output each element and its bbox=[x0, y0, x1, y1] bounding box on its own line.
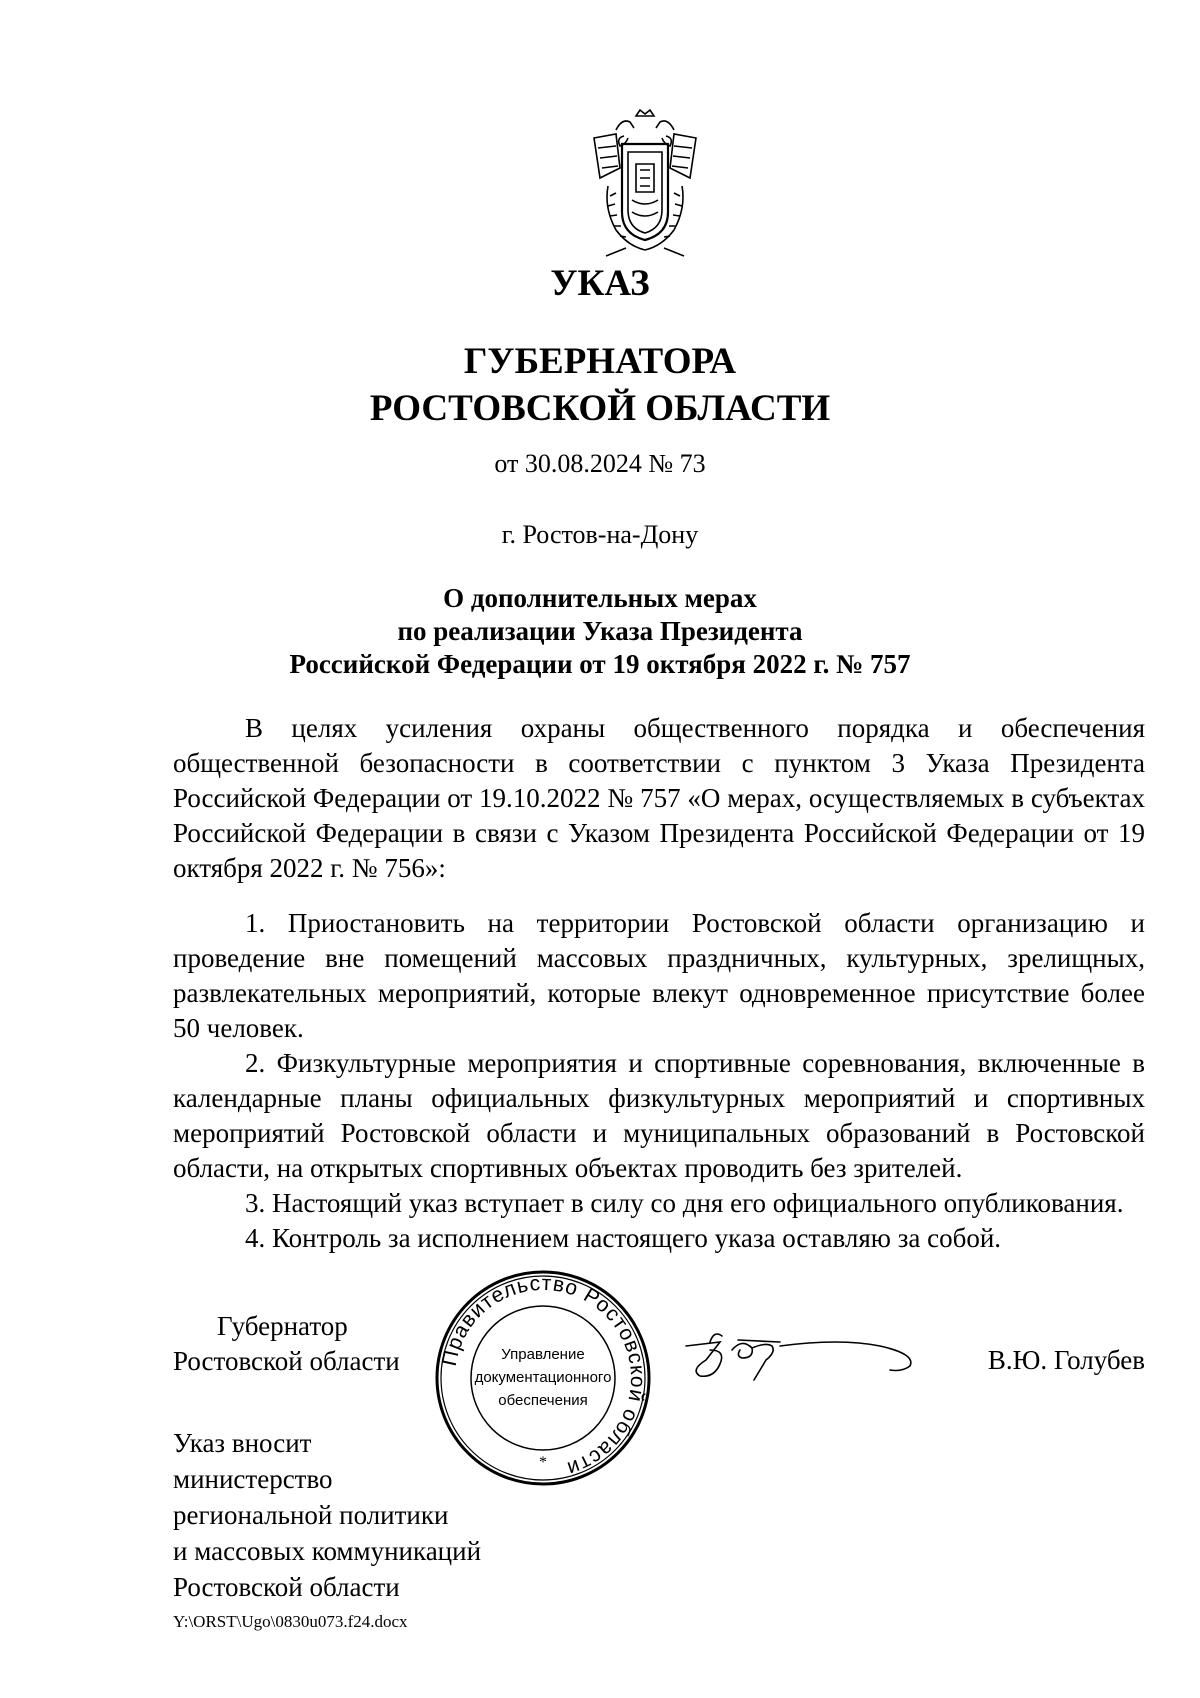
introduced-by-line-5: Ростовской области bbox=[173, 1572, 400, 1602]
signatory-title bbox=[173, 1309, 400, 1379]
handwritten-signature bbox=[680, 1320, 930, 1390]
decree-item-4: 4. Контроль за исполнением настоящего указа оставляю за собой. bbox=[245, 1223, 1002, 1253]
preamble-paragraph bbox=[173, 711, 1145, 886]
decree-items bbox=[173, 906, 1145, 1256]
decree-item-1: 1. Приостановить на территории Ростовской области организацию и проведение вне помещений массовых праздничных, культурных, зрелищных, развлекательных мероприятий, которые влекут одновременное присутствие более 50 человек. bbox=[173, 908, 1145, 1043]
subject-line-2: по реализации Указа Президента bbox=[397, 616, 803, 646]
introduced-by-line-1: Указ вносит bbox=[173, 1428, 312, 1458]
decree-item-2: 2. Физкультурные мероприятия и спортивные соревнования, включенные в календарные планы официальных физкультурных мероприятий и спортивных мероприятий Ростовской области и муниципальных образований в Ростовской области, на открытых спортивных объектах проводить без зрителей. bbox=[173, 1048, 1145, 1183]
stamp-inner-line-2: документационного bbox=[474, 1369, 612, 1386]
introduced-by-line-3: региональной политики bbox=[173, 1500, 449, 1530]
document-heading: УКАЗ bbox=[550, 263, 650, 304]
decree-item-3: 3. Настоящий указ вступает в силу со дня его официального опубликования. bbox=[245, 1188, 1124, 1218]
introduced-by-line-4: и массовых коммуникаций bbox=[173, 1536, 482, 1566]
document-city: г. Ростов-на-Дону bbox=[501, 520, 699, 549]
issuing-authority-line-1: ГУБЕРНАТОРА bbox=[463, 341, 737, 382]
file-path-footer: Y:\ORST\Ugo\0830u073.f24.docx bbox=[173, 1612, 408, 1631]
stamp-inner-line-1: Управление bbox=[501, 1346, 585, 1363]
stamp-inner-line-3: обеспечения bbox=[498, 1392, 588, 1409]
introduced-by-block bbox=[173, 1425, 481, 1605]
issuing-authority-line-2: РОСТОВСКОЙ ОБЛАСТИ bbox=[369, 388, 831, 429]
introduced-by-line-2: министерство bbox=[173, 1464, 333, 1494]
subject-line-3: Российской Федерации от 19 октября 2022 г. № 757 bbox=[289, 649, 911, 679]
signatory-title-line-2: Ростовской области bbox=[173, 1346, 400, 1376]
coat-of-arms-emblem bbox=[586, 108, 704, 258]
document-subject bbox=[0, 582, 1200, 681]
stamp-star-icon: * bbox=[539, 1454, 547, 1471]
subject-line-1: О дополнительных мерах bbox=[443, 583, 757, 613]
preamble-text: В целях усиления охраны общественного порядка и обеспечения общественной безопасности в соответствии с пунктом 3 Указа Президента Российской Федерации от 19.10.2022 № 757 «О мерах, осуществляемых в субъектах Российской Федерации в связи с Указом Президента Российской Федерации от 19 октября 2022 г. № 756»: bbox=[173, 713, 1145, 883]
stamp-outer-text: Правительство Ростовской области bbox=[437, 1271, 650, 1481]
signatory-name: В.Ю. Голубев bbox=[987, 1345, 1145, 1375]
issuing-authority bbox=[0, 338, 1200, 432]
signatory-title-line-1: Губернатор bbox=[217, 1311, 348, 1341]
document-date-number: от 30.08.2024 № 73 bbox=[494, 449, 706, 478]
